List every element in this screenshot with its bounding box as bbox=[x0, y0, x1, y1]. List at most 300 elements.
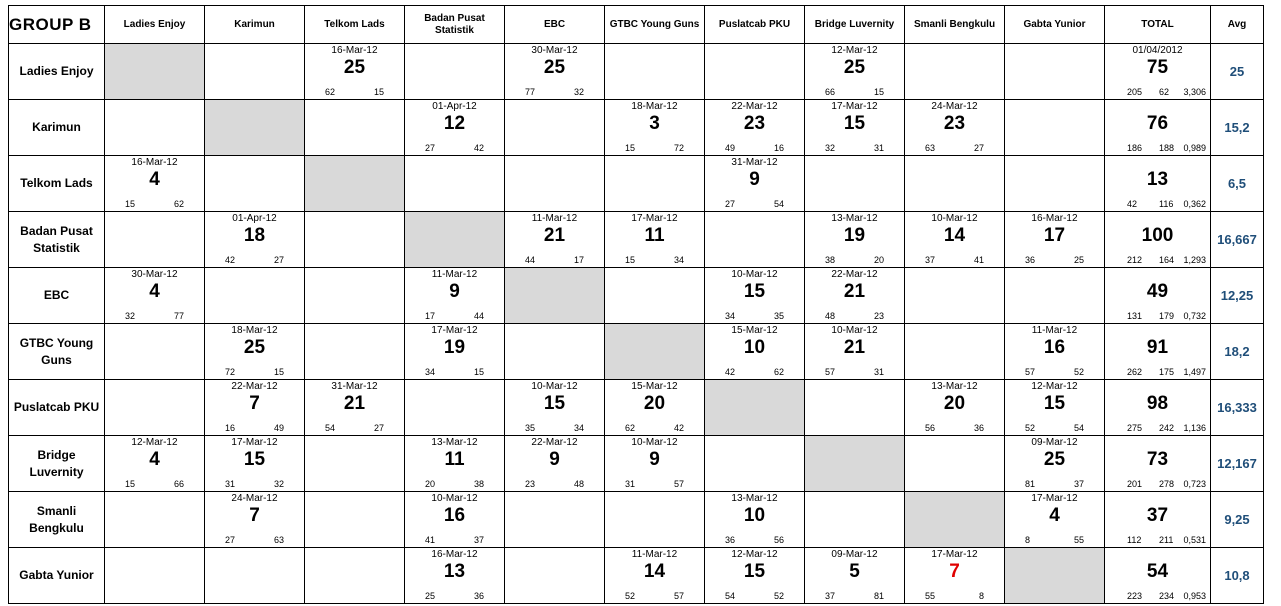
match-cell bbox=[405, 100, 505, 156]
total-ratio: 1,293 bbox=[1183, 255, 1206, 265]
row-header-ebc: EBC bbox=[9, 268, 105, 324]
match-cell bbox=[205, 548, 305, 604]
column-header-puslatcab-pku: Puslatcab PKU bbox=[705, 6, 805, 44]
average-cell: 18,2 bbox=[1211, 324, 1264, 380]
table-row bbox=[9, 268, 1264, 324]
points-for: 77 bbox=[525, 87, 536, 97]
diagonal-cell bbox=[305, 156, 405, 212]
match-cell bbox=[805, 156, 905, 212]
match-cell bbox=[605, 492, 705, 548]
column-header-smanli-bengkulu: Smanli Bengkulu bbox=[905, 6, 1005, 44]
average-cell: 16,333 bbox=[1211, 380, 1264, 436]
match-cell bbox=[405, 436, 505, 492]
total-cell bbox=[1105, 212, 1211, 268]
points-against: 38 bbox=[473, 479, 484, 489]
match-date: 11-Mar-12 bbox=[631, 549, 678, 560]
points-for: 56 bbox=[925, 423, 936, 433]
match-cell bbox=[205, 380, 305, 436]
points-against: 32 bbox=[573, 87, 584, 97]
points-for: 44 bbox=[525, 255, 536, 265]
row-header-badan-pusat-statistik: Badan Pusat Statistik bbox=[9, 212, 105, 268]
match-cell bbox=[105, 548, 205, 604]
points-for: 34 bbox=[725, 311, 736, 321]
points-against: 52 bbox=[773, 591, 784, 601]
match-score: 12 bbox=[443, 113, 466, 134]
match-cell bbox=[705, 268, 805, 324]
total-points-against: 211 bbox=[1159, 535, 1174, 545]
match-score: 15 bbox=[543, 393, 566, 414]
match-cell bbox=[405, 548, 505, 604]
points-against: 31 bbox=[873, 367, 884, 377]
match-date: 11-Mar-12 bbox=[431, 269, 478, 280]
points-for: 16 bbox=[225, 423, 236, 433]
total-points-for: 131 bbox=[1127, 311, 1143, 321]
match-cell bbox=[1005, 324, 1105, 380]
match-score: 21 bbox=[343, 393, 366, 414]
match-cell bbox=[705, 100, 805, 156]
points-for: 48 bbox=[825, 311, 836, 321]
match-cell bbox=[505, 492, 605, 548]
points-for: 34 bbox=[425, 367, 436, 377]
match-score: 4 bbox=[149, 281, 160, 302]
match-score: 25 bbox=[843, 57, 866, 78]
points-for: 15 bbox=[125, 199, 136, 209]
match-cell bbox=[905, 324, 1005, 380]
match-score: 25 bbox=[543, 57, 566, 78]
match-cell bbox=[405, 156, 505, 212]
match-date: 12-Mar-12 bbox=[1031, 381, 1078, 392]
total-score: 37 bbox=[1146, 505, 1169, 526]
match-cell bbox=[105, 156, 205, 212]
match-cell bbox=[905, 156, 1005, 212]
points-for: 17 bbox=[425, 311, 436, 321]
points-against: 34 bbox=[573, 423, 584, 433]
match-date: 17-Mar-12 bbox=[431, 325, 478, 336]
points-against: 37 bbox=[473, 535, 484, 545]
average-cell: 9,25 bbox=[1211, 492, 1264, 548]
total-points-for: 112 bbox=[1127, 535, 1142, 545]
points-for: 66 bbox=[825, 87, 836, 97]
match-score: 11 bbox=[644, 225, 665, 246]
points-for: 57 bbox=[825, 367, 836, 377]
average-cell: 25 bbox=[1211, 44, 1264, 100]
total-date: 01/04/2012 bbox=[1132, 45, 1183, 56]
total-points-for: 186 bbox=[1127, 143, 1143, 153]
match-score: 21 bbox=[543, 225, 566, 246]
group-title: GROUP B bbox=[9, 6, 105, 44]
points-against: 42 bbox=[473, 143, 484, 153]
match-cell bbox=[905, 268, 1005, 324]
points-for: 38 bbox=[825, 255, 836, 265]
points-for: 62 bbox=[625, 423, 636, 433]
match-score: 4 bbox=[149, 449, 160, 470]
total-score: 13 bbox=[1146, 169, 1169, 190]
points-against: 63 bbox=[273, 535, 284, 545]
match-score: 14 bbox=[943, 225, 966, 246]
points-for: 23 bbox=[525, 479, 536, 489]
points-for: 36 bbox=[725, 535, 736, 545]
match-cell bbox=[305, 436, 405, 492]
points-against: 23 bbox=[873, 311, 884, 321]
row-header-ladies-enjoy: Ladies Enjoy bbox=[9, 44, 105, 100]
match-date: 22-Mar-12 bbox=[531, 437, 578, 448]
points-for: 32 bbox=[125, 311, 136, 321]
column-header-gabta-yunior: Gabta Yunior bbox=[1005, 6, 1105, 44]
total-points-for: 42 bbox=[1127, 199, 1138, 209]
match-cell bbox=[405, 324, 505, 380]
match-date: 09-Mar-12 bbox=[1031, 437, 1078, 448]
total-score: 98 bbox=[1146, 393, 1169, 414]
match-date: 16-Mar-12 bbox=[131, 157, 178, 168]
match-score: 3 bbox=[649, 113, 660, 134]
match-cell bbox=[1005, 492, 1105, 548]
points-for: 54 bbox=[725, 591, 736, 601]
points-for: 8 bbox=[1025, 535, 1031, 545]
match-date: 15-Mar-12 bbox=[631, 381, 678, 392]
row-header-gtbc-young-guns: GTBC Young Guns bbox=[9, 324, 105, 380]
match-score: 10 bbox=[743, 505, 766, 526]
match-cell bbox=[605, 100, 705, 156]
row-header-telkom-lads: Telkom Lads bbox=[9, 156, 105, 212]
match-score: 7 bbox=[949, 561, 960, 582]
points-for: 42 bbox=[725, 367, 736, 377]
total-ratio: 0,953 bbox=[1183, 591, 1206, 601]
match-score: 21 bbox=[843, 337, 866, 358]
match-date: 30-Mar-12 bbox=[131, 269, 178, 280]
table-row bbox=[9, 492, 1264, 548]
match-score: 15 bbox=[1043, 393, 1066, 414]
match-score: 25 bbox=[1043, 449, 1066, 470]
match-cell bbox=[905, 100, 1005, 156]
points-against: 56 bbox=[773, 535, 784, 545]
match-score: 23 bbox=[943, 113, 966, 134]
diagonal-cell bbox=[805, 436, 905, 492]
points-against: 34 bbox=[673, 255, 684, 265]
match-date: 31-Mar-12 bbox=[331, 381, 378, 392]
match-cell bbox=[905, 44, 1005, 100]
table-row bbox=[9, 380, 1264, 436]
match-cell bbox=[605, 212, 705, 268]
match-date: 09-Mar-12 bbox=[831, 549, 878, 560]
match-cell bbox=[505, 548, 605, 604]
match-cell bbox=[1005, 436, 1105, 492]
match-date: 24-Mar-12 bbox=[931, 101, 978, 112]
match-cell bbox=[405, 380, 505, 436]
match-date: 13-Mar-12 bbox=[731, 493, 778, 504]
diagonal-cell bbox=[405, 212, 505, 268]
match-cell bbox=[805, 380, 905, 436]
row-header-smanli-bengkulu: Smanli Bengkulu bbox=[9, 492, 105, 548]
diagonal-cell bbox=[105, 44, 205, 100]
match-cell bbox=[705, 156, 805, 212]
row-header-gabta-yunior: Gabta Yunior bbox=[9, 548, 105, 604]
match-date: 13-Mar-12 bbox=[931, 381, 978, 392]
match-cell bbox=[105, 268, 205, 324]
match-cell bbox=[905, 548, 1005, 604]
match-cell bbox=[1005, 268, 1105, 324]
match-date: 12-Mar-12 bbox=[131, 437, 178, 448]
points-against: 15 bbox=[273, 367, 284, 377]
match-cell bbox=[605, 380, 705, 436]
match-cell bbox=[905, 212, 1005, 268]
match-cell bbox=[505, 436, 605, 492]
match-score: 13 bbox=[443, 561, 466, 582]
points-against: 54 bbox=[773, 199, 784, 209]
match-score: 25 bbox=[343, 57, 366, 78]
match-date: 16-Mar-12 bbox=[331, 45, 378, 56]
total-score: 75 bbox=[1146, 57, 1169, 78]
points-against: 27 bbox=[273, 255, 284, 265]
match-cell bbox=[1005, 44, 1105, 100]
points-for: 62 bbox=[325, 87, 336, 97]
match-cell bbox=[305, 548, 405, 604]
total-cell bbox=[1105, 324, 1211, 380]
points-against: 81 bbox=[873, 591, 884, 601]
match-cell bbox=[505, 100, 605, 156]
total-cell bbox=[1105, 100, 1211, 156]
average-cell: 12,167 bbox=[1211, 436, 1264, 492]
match-cell bbox=[205, 492, 305, 548]
total-points-against: 175 bbox=[1159, 367, 1175, 377]
match-cell bbox=[105, 492, 205, 548]
match-cell bbox=[1005, 212, 1105, 268]
match-score: 23 bbox=[743, 113, 766, 134]
match-cell bbox=[305, 324, 405, 380]
match-cell bbox=[305, 492, 405, 548]
match-score: 4 bbox=[1049, 505, 1060, 526]
total-points-for: 212 bbox=[1127, 255, 1143, 265]
points-against: 57 bbox=[673, 591, 684, 601]
match-score: 9 bbox=[449, 281, 460, 302]
column-header-ebc: EBC bbox=[505, 6, 605, 44]
column-header-badan-pusat-statistik: Badan Pusat Statistik bbox=[405, 6, 505, 44]
match-cell bbox=[705, 324, 805, 380]
points-for: 15 bbox=[625, 143, 636, 153]
match-score: 16 bbox=[1043, 337, 1066, 358]
total-points-for: 201 bbox=[1127, 479, 1143, 489]
match-score: 17 bbox=[1043, 225, 1066, 246]
points-against: 15 bbox=[373, 87, 384, 97]
match-score: 11 bbox=[444, 449, 465, 470]
points-against: 15 bbox=[873, 87, 884, 97]
match-score: 18 bbox=[243, 225, 266, 246]
points-against: 52 bbox=[1073, 367, 1084, 377]
total-score: 100 bbox=[1141, 225, 1174, 246]
average-cell: 10,8 bbox=[1211, 548, 1264, 604]
match-date: 22-Mar-12 bbox=[731, 101, 778, 112]
diagonal-cell bbox=[205, 100, 305, 156]
match-date: 16-Mar-12 bbox=[1031, 213, 1078, 224]
total-points-for: 262 bbox=[1127, 367, 1143, 377]
points-for: 49 bbox=[725, 143, 736, 153]
match-score: 21 bbox=[843, 281, 866, 302]
match-cell bbox=[805, 44, 905, 100]
match-score: 5 bbox=[849, 561, 860, 582]
match-date: 22-Mar-12 bbox=[831, 269, 878, 280]
match-date: 13-Mar-12 bbox=[431, 437, 478, 448]
match-date: 17-Mar-12 bbox=[1031, 493, 1078, 504]
match-cell bbox=[705, 44, 805, 100]
points-for: 81 bbox=[1025, 479, 1036, 489]
match-score: 20 bbox=[643, 393, 666, 414]
match-cell bbox=[705, 492, 805, 548]
average-cell: 15,2 bbox=[1211, 100, 1264, 156]
points-against: 41 bbox=[973, 255, 984, 265]
points-for: 57 bbox=[1025, 367, 1036, 377]
match-cell bbox=[105, 212, 205, 268]
points-for: 42 bbox=[225, 255, 236, 265]
table-row bbox=[9, 156, 1264, 212]
match-score: 14 bbox=[643, 561, 666, 582]
total-cell bbox=[1105, 548, 1211, 604]
match-cell bbox=[205, 44, 305, 100]
match-cell bbox=[505, 324, 605, 380]
points-against: 31 bbox=[873, 143, 884, 153]
total-points-for: 205 bbox=[1127, 87, 1143, 97]
match-score: 20 bbox=[943, 393, 966, 414]
points-against: 16 bbox=[773, 143, 784, 153]
match-date: 10-Mar-12 bbox=[731, 269, 778, 280]
match-cell bbox=[105, 324, 205, 380]
total-points-for: 223 bbox=[1127, 591, 1143, 601]
points-for: 35 bbox=[525, 423, 536, 433]
match-score: 15 bbox=[843, 113, 866, 134]
points-against: 62 bbox=[173, 199, 184, 209]
points-against: 77 bbox=[173, 311, 184, 321]
match-date: 18-Mar-12 bbox=[231, 325, 278, 336]
points-for: 55 bbox=[925, 591, 936, 601]
total-points-against: 179 bbox=[1159, 311, 1175, 321]
table-row bbox=[9, 100, 1264, 156]
total-ratio: 0,989 bbox=[1183, 143, 1206, 153]
match-cell bbox=[505, 212, 605, 268]
points-against: 15 bbox=[473, 367, 484, 377]
total-points-against: 164 bbox=[1159, 255, 1175, 265]
match-cell bbox=[405, 44, 505, 100]
match-date: 01-Apr-12 bbox=[232, 213, 277, 224]
match-date: 31-Mar-12 bbox=[731, 157, 778, 168]
match-cell bbox=[605, 548, 705, 604]
table-row bbox=[9, 212, 1264, 268]
match-cell bbox=[705, 436, 805, 492]
points-against: 36 bbox=[973, 423, 984, 433]
match-score: 9 bbox=[549, 449, 560, 470]
total-cell bbox=[1105, 492, 1211, 548]
row-header-puslatcab-pku: Puslatcab PKU bbox=[9, 380, 105, 436]
match-cell bbox=[805, 492, 905, 548]
column-header-total: TOTAL bbox=[1105, 6, 1211, 44]
points-against: 37 bbox=[1073, 479, 1084, 489]
column-header-telkom-lads: Telkom Lads bbox=[305, 6, 405, 44]
match-cell bbox=[805, 100, 905, 156]
total-score: 49 bbox=[1146, 281, 1169, 302]
table-row bbox=[9, 436, 1264, 492]
diagonal-cell bbox=[1005, 548, 1105, 604]
points-for: 52 bbox=[625, 591, 636, 601]
total-ratio: 1,136 bbox=[1183, 423, 1206, 433]
match-cell bbox=[1005, 156, 1105, 212]
diagonal-cell bbox=[605, 324, 705, 380]
total-cell bbox=[1105, 380, 1211, 436]
match-date: 17-Mar-12 bbox=[231, 437, 278, 448]
match-score: 9 bbox=[649, 449, 660, 470]
match-cell bbox=[805, 548, 905, 604]
total-score: 76 bbox=[1146, 113, 1169, 134]
points-against: 49 bbox=[273, 423, 284, 433]
points-for: 54 bbox=[325, 423, 336, 433]
match-cell bbox=[205, 324, 305, 380]
match-cell bbox=[205, 156, 305, 212]
match-cell bbox=[205, 212, 305, 268]
points-against: 17 bbox=[573, 255, 584, 265]
total-ratio: 3,306 bbox=[1183, 87, 1206, 97]
match-score: 15 bbox=[743, 561, 766, 582]
points-against: 54 bbox=[1073, 423, 1084, 433]
match-cell bbox=[505, 380, 605, 436]
match-cell bbox=[805, 268, 905, 324]
points-for: 31 bbox=[225, 479, 236, 489]
match-cell bbox=[1005, 380, 1105, 436]
match-cell bbox=[505, 44, 605, 100]
total-score: 73 bbox=[1146, 449, 1169, 470]
match-date: 10-Mar-12 bbox=[531, 381, 578, 392]
match-cell bbox=[905, 380, 1005, 436]
match-score: 15 bbox=[243, 449, 266, 470]
points-for: 20 bbox=[425, 479, 436, 489]
match-score: 15 bbox=[743, 281, 766, 302]
match-cell bbox=[505, 156, 605, 212]
match-cell bbox=[605, 268, 705, 324]
table-row bbox=[9, 324, 1264, 380]
points-for: 27 bbox=[725, 199, 736, 209]
match-cell bbox=[305, 268, 405, 324]
points-for: 37 bbox=[825, 591, 836, 601]
points-for: 63 bbox=[925, 143, 936, 153]
match-cell bbox=[1005, 100, 1105, 156]
match-cell bbox=[305, 212, 405, 268]
points-against: 25 bbox=[1073, 255, 1084, 265]
column-header-karimun: Karimun bbox=[205, 6, 305, 44]
total-points-against: 278 bbox=[1159, 479, 1175, 489]
total-points-for: 275 bbox=[1127, 423, 1143, 433]
match-date: 22-Mar-12 bbox=[231, 381, 278, 392]
table-row bbox=[9, 548, 1264, 604]
match-score: 19 bbox=[443, 337, 466, 358]
match-score: 25 bbox=[243, 337, 266, 358]
average-cell: 6,5 bbox=[1211, 156, 1264, 212]
match-cell bbox=[805, 212, 905, 268]
match-cell bbox=[205, 436, 305, 492]
standings-table bbox=[8, 5, 1264, 604]
diagonal-cell bbox=[705, 380, 805, 436]
match-date: 12-Mar-12 bbox=[731, 549, 778, 560]
match-cell bbox=[605, 156, 705, 212]
total-points-against: 242 bbox=[1159, 423, 1175, 433]
points-against: 44 bbox=[473, 311, 484, 321]
row-header-bridge-luvernity: Bridge Luvernity bbox=[9, 436, 105, 492]
points-against: 55 bbox=[1073, 535, 1084, 545]
points-for: 32 bbox=[825, 143, 836, 153]
points-for: 41 bbox=[425, 535, 436, 545]
total-score: 54 bbox=[1146, 561, 1169, 582]
match-score: 7 bbox=[249, 505, 260, 526]
match-date: 13-Mar-12 bbox=[831, 213, 878, 224]
column-header-ladies-enjoy: Ladies Enjoy bbox=[105, 6, 205, 44]
match-date: 12-Mar-12 bbox=[831, 45, 878, 56]
points-against: 66 bbox=[173, 479, 184, 489]
match-date: 18-Mar-12 bbox=[631, 101, 678, 112]
points-against: 35 bbox=[773, 311, 784, 321]
